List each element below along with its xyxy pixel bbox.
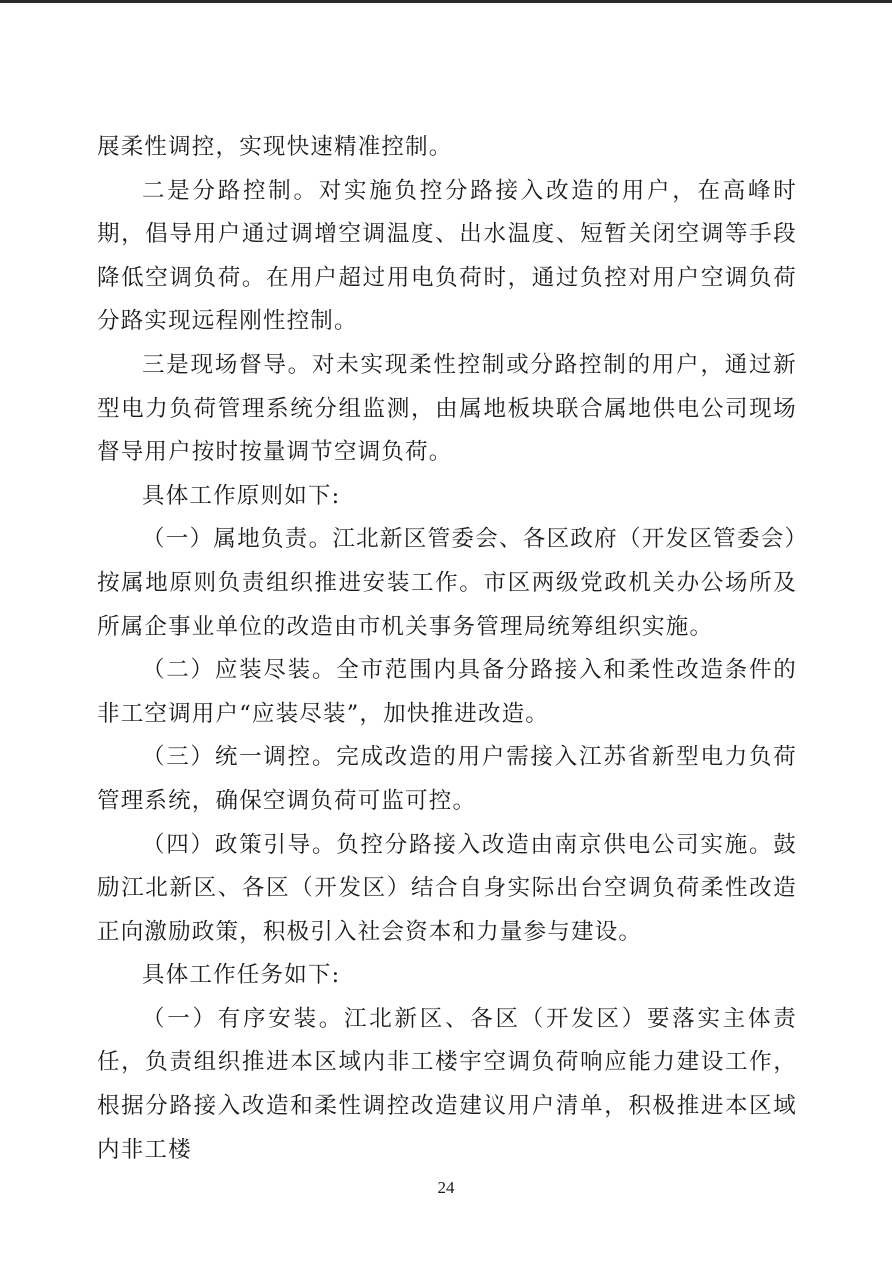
paragraph-7: （三）统一调控。完成改造的用户需接入江苏省新型电力负荷管理系统，确保空调负荷可监可控。 xyxy=(97,744,797,814)
paragraph-1: 展柔性调控，实现快速精准控制。 xyxy=(97,134,453,160)
paragraph-3: 三是现场督导。对未实现柔性控制或分路控制的用户，通过新型电力负荷管理系统分组监测，由属地板块联合属地供电公司现场督导用户按时按量调节空调负荷。 xyxy=(97,351,797,466)
paragraph-4: 具体工作原则如下: xyxy=(142,482,341,509)
page-number: 24 xyxy=(437,1178,455,1197)
paragraph-10: （一）有序安装。江北新区、各区（开发区）要落实主体责任，负责组织推进本区域内非工楼宇空调负荷响应能力建设工作，根据分路接入改造和柔性调控改造建议用户清单，积极推进本区域内非工楼 xyxy=(97,1005,797,1163)
top-border-line xyxy=(0,0,892,3)
document-body xyxy=(97,126,797,1172)
paragraph-9: 具体工作任务如下: xyxy=(142,962,341,989)
paragraph-6: （二）应装尽装。全市范围内具备分路接入和柔性改造条件的非工空调用户“应装尽装”，加快推进改造。 xyxy=(97,657,797,727)
paragraph-8: （四）政策引导。负控分路接入改造由南京供电公司实施。鼓励江北新区、各区（开发区）结合自身实际出台空调负荷柔性改造正向激励政策，积极引入社会资本和力量参与建设。 xyxy=(97,831,797,945)
paragraph-2: 二是分路控制。对实施负控分路接入改造的用户，在高峰时期，倡导用户通过调增空调温度、出水温度、短暂关闭空调等手段降低空调负荷。在用户超过用电负荷时，通过负控对用户空调负荷分路实现远程刚性控制。 xyxy=(97,177,797,335)
paragraph-5: （一）属地负责。江北新区管委会、各区政府（开发区管委会）按属地原则负责组织推进安装工作。市区两级党政机关办公场所及所属企事业单位的改造由市机关事务管理局统筹组织实施。 xyxy=(97,526,797,640)
